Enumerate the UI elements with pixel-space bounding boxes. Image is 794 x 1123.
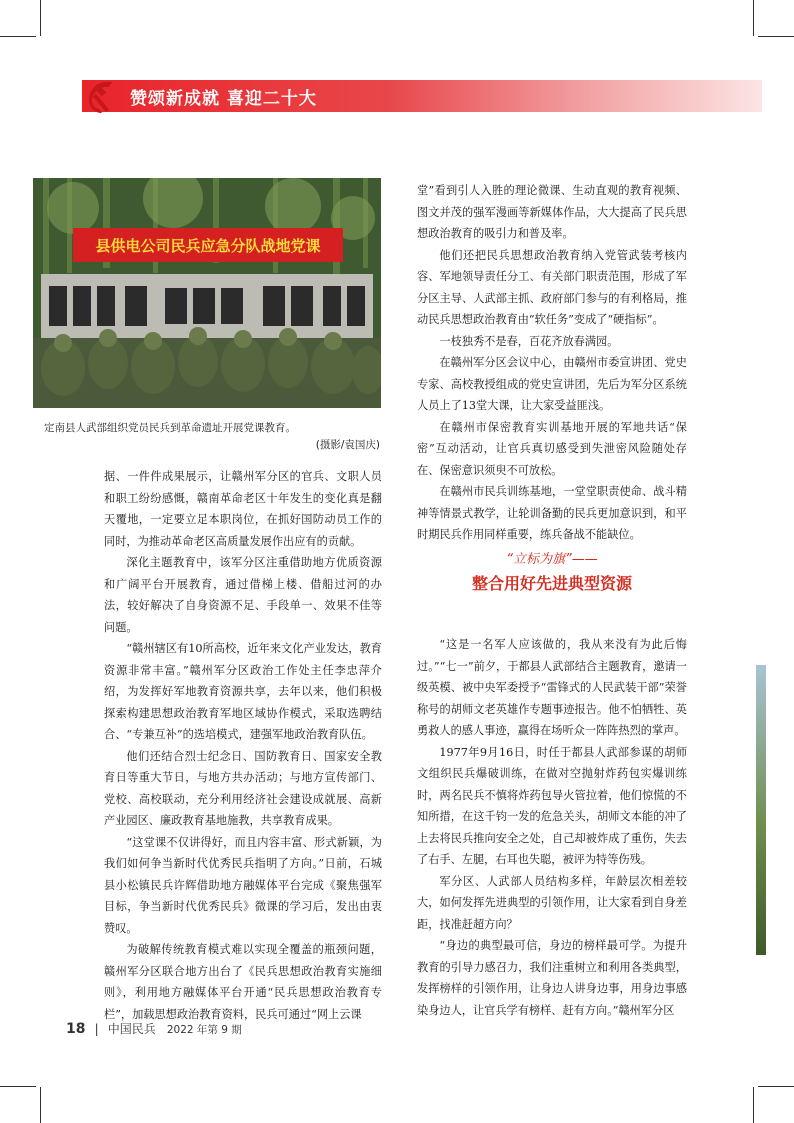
section-heading xyxy=(417,548,687,594)
paragraph: 深化主题教育中，该军分区注重借助地方优质资源和广阔平台开展教育，通过借梯上楼、借船过河的办法，较好解决了自身资源不足、手段单一、效果不佳等问题。 xyxy=(104,556,382,634)
article-photo xyxy=(33,178,381,408)
paragraph: “这是一名军人应该做的，我从来没有为此后悔过。”“七一”前夕，于都县人武部结合主题教育，邀请一级英模、被中央军委授予“雷锋式的人民武装干部”荣誉称号的胡师文老英雄作专题事迹报告。他不怕牺牲、英勇救人的感人事迹，赢得在场听众一阵阵热烈的掌声。 xyxy=(417,638,687,737)
crop-mark xyxy=(758,36,794,37)
caption-credit: (摄影/袁国庆) xyxy=(315,439,380,451)
paragraph: 在赣州市民兵训练基地，一堂堂职责使命、战斗精神等情景式教学，让轮训备勤的民兵更加意识到，和平时期民兵作用同样重要，练兵备战不能缺位。 xyxy=(417,485,687,541)
footer-separator: | xyxy=(94,1022,99,1036)
paragraph: 他们还把民兵思想政治教育纳入党管武装考核内容、军地领导责任分工、有关部门职责范围，形成了军分区主导、人武部主抓、政府部门参与的有利格局，推动民兵思想政治教育由“软任务”变成了“硬指标”。 xyxy=(417,248,687,326)
page-number: 18 xyxy=(66,1021,86,1037)
issue-label: 2022 年第 9 期 xyxy=(166,1024,242,1036)
paragraph: “身边的典型最可信，身边的榜样最可学。为提升教育的引导力感召力，我们注重树立和利用各类典型，发挥榜样的引领作用，让身边人讲身边事，用身边事感染身边人，让官兵学有榜样、赶有方向。”赣州军分区 xyxy=(417,939,687,1017)
crop-mark xyxy=(753,1087,754,1123)
paragraph: 据、一件件成果展示，让赣州军分区的官兵、文职人员和职工纷纷感慨，赣南革命老区十年发生的变化真是翻天覆地，一定要立足本职岗位，在抓好国防动员工作的同时，为推动革命老区高质量发展作出应有的贡献。 xyxy=(104,470,382,548)
paragraph: 他们还结合烈士纪念日、国防教育日、国家安全教育日等重大节日，与地方共办活动；与地方宣传部门、党校、高校联动，充分利用经济社会建设成就展、高新产业园区、廉政教育基地施教，共享教育成果。 xyxy=(104,749,382,827)
paragraph: 为破解传统教育模式难以实现全覆盖的瓶颈问题，赣州军分区联合地方出台了《民兵思想政治教育实施细则》，利用地方融媒体平台开通“民兵思想政治教育专栏”，加载思想政治教育资料，民兵可通过“网上云课 xyxy=(104,943,382,1021)
paragraph: “这堂课不仅讲得好，而且内容丰富、形式新颖，为我们如何争当新时代优秀民兵指明了方向。”日前，石城县小松镇民兵许辉借助地方融媒体平台完成《聚焦强军目标，争当新时代优秀民兵》微课的学习后，发出由衷赞叹。 xyxy=(104,835,382,935)
hammer-sickle-icon xyxy=(82,76,124,116)
edge-image-strip xyxy=(756,665,766,955)
crop-mark xyxy=(40,1087,41,1123)
section-title: 整合用好先进典型资源 xyxy=(471,574,632,593)
right-column-top xyxy=(417,180,687,546)
section-kicker: “立标为旗”—— xyxy=(506,552,598,567)
left-column xyxy=(104,466,382,1025)
header-title: 赞颂新成就 喜迎二十大 xyxy=(130,89,317,109)
paragraph: 堂”看到引人入胜的理论微课、生动直观的教育视频、图文并茂的强军漫画等新媒体作品，大大提高了民兵思想政治教育的吸引力和普及率。 xyxy=(417,184,687,240)
paragraph: “赣州辖区有10所高校，近年来文化产业发达，教育资源非常丰富。”赣州军分区政治工作处主任李忠萍介绍，为发挥好军地教育资源共享，去年以来，他们积极探索构建思想政治教育军地区域协作模式，采取选聘结合、“专兼互补”的选培模式，建强军地政治教育队伍。 xyxy=(104,642,382,741)
caption-text: 定南县人武部组织党员民兵到革命遗址开展党课教育。 xyxy=(44,422,296,434)
crop-mark xyxy=(0,1086,36,1087)
paragraph: 1977年9月16日，时任于都县人武部参谋的胡师文组织民兵爆破训练，在做对空抛射炸药包实爆训练时，两名民兵不慎将炸药包导火管拉着，他们惊慌的不知所措，在这千钧一发的危急关头，胡师文本能的冲了上去将民兵推向安全之处，自己却被炸成了重伤，失去了右手、左腿，右耳也失聪，被评为特等伤残。 xyxy=(417,745,687,866)
magazine-name: 中国民兵 xyxy=(107,1022,156,1036)
crop-mark xyxy=(753,0,754,36)
photo-caption xyxy=(44,420,380,454)
paragraph: 军分区、人武部人员结构多样，年龄层次相差较大，如何发挥先进典型的引领作用，让大家看到自身差距，找准赶超方向？ xyxy=(417,874,687,931)
paragraph: 在赣州军分区会议中心，由赣州市委宣讲团、党史专家、高校教授组成的党史宣讲团，先后为军分区系统人员上了13堂大课，让大家受益匪浅。 xyxy=(417,356,687,412)
crop-mark xyxy=(40,0,41,36)
photo-banner-text: 县供电公司民兵应急分队战地党课 xyxy=(95,237,321,255)
paragraph: 在赣州市保密教育实训基地开展的军地共话“保密”互动活动，让官兵真切感受到失泄密风险随处存在、保密意识须臾不可放松。 xyxy=(417,420,687,477)
right-column-bottom xyxy=(417,634,687,1021)
page-footer xyxy=(66,1018,242,1037)
crop-mark xyxy=(0,36,36,37)
paragraph: 一枝独秀不是春，百花齐放春满园。 xyxy=(439,334,619,348)
crop-mark xyxy=(758,1086,794,1087)
